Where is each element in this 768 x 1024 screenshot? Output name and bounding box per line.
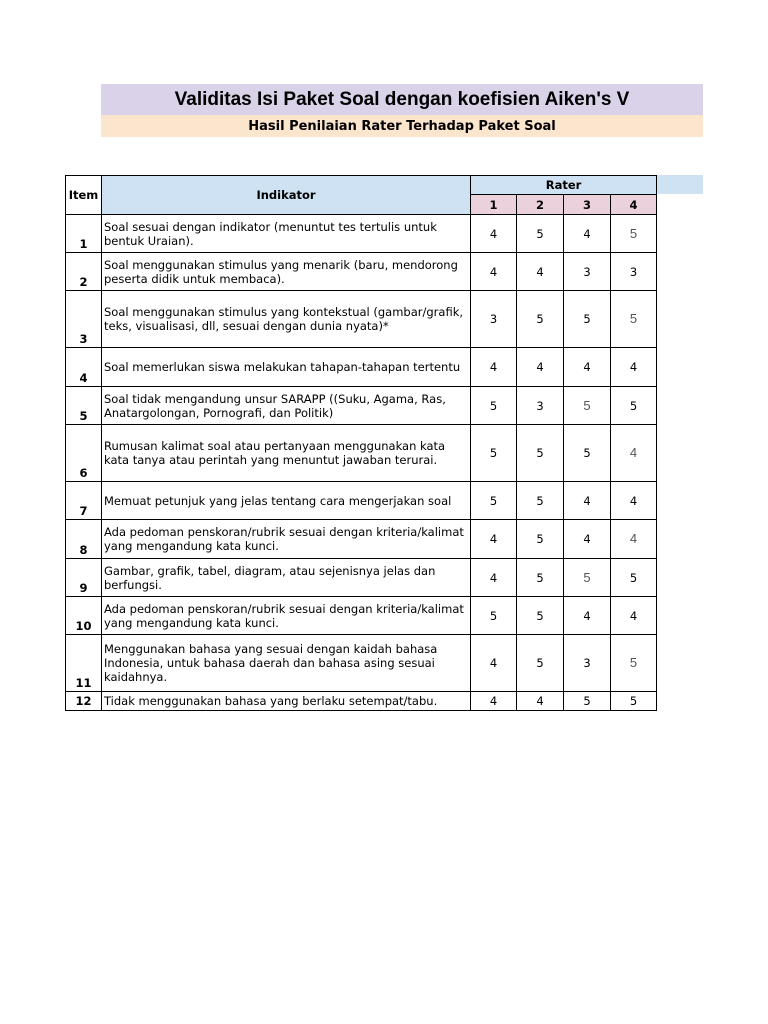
table-row (66, 387, 657, 425)
item-number: 2 (66, 253, 102, 291)
rater-1-score: 4 (471, 348, 517, 387)
rater-1-score: 4 (471, 520, 517, 559)
rater-2-score: 5 (517, 291, 564, 348)
item-number: 8 (66, 520, 102, 559)
rater-3-score: 4 (564, 215, 611, 253)
item-number: 5 (66, 387, 102, 425)
indikator-text: Soal menggunakan stimulus yang kontekstual (gambar/grafik, teks, visualisasi, dll, sesuai dengan dunia nyata)* (102, 291, 471, 348)
item-number: 9 (66, 559, 102, 597)
rater-3-score: 5 (564, 425, 611, 482)
rater-2-score: 5 (517, 520, 564, 559)
indikator-text: Soal menggunakan stimulus yang menarik (baru, mendorong peserta didik untuk membaca). (102, 253, 471, 291)
rater-4-score: 5 (611, 215, 657, 253)
rater-number: 2 (517, 195, 564, 215)
rater-number: 3 (564, 195, 611, 215)
item-number: 1 (66, 215, 102, 253)
item-number: 11 (66, 635, 102, 692)
rater-3-score: 4 (564, 520, 611, 559)
table-row (66, 215, 657, 253)
rater-number: 4 (611, 195, 657, 215)
rater-1-score: 5 (471, 387, 517, 425)
indikator-text: Gambar, grafik, tabel, diagram, atau sejenisnya jelas dan berfungsi. (102, 559, 471, 597)
item-number: 12 (66, 692, 102, 711)
table-row (66, 635, 657, 692)
rater-1-score: 3 (471, 291, 517, 348)
item-number: 10 (66, 597, 102, 635)
rater-1-score: 5 (471, 425, 517, 482)
table-body (66, 215, 657, 711)
table-row (66, 425, 657, 482)
rater-4-score: 5 (611, 387, 657, 425)
rater-4-score: 4 (611, 348, 657, 387)
item-number: 6 (66, 425, 102, 482)
indikator-text: Rumusan kalimat soal atau pertanyaan menggunakan kata kata tanya atau perintah yang menuntut jawaban terurai. (102, 425, 471, 482)
rater-2-score: 4 (517, 253, 564, 291)
rater-2-score: 5 (517, 597, 564, 635)
indikator-text: Soal sesuai dengan indikator (menuntut tes tertulis untuk bentuk Uraian). (102, 215, 471, 253)
rater-2-score: 5 (517, 425, 564, 482)
rater-4-score: 5 (611, 692, 657, 711)
header-indikator: Indikator (102, 176, 471, 215)
rater-3-score: 5 (564, 559, 611, 597)
rater-1-score: 5 (471, 597, 517, 635)
rater-1-score: 5 (471, 482, 517, 520)
header-item: Item (66, 176, 102, 215)
rater-3-score: 3 (564, 253, 611, 291)
table-row (66, 482, 657, 520)
indikator-text: Ada pedoman penskoran/rubrik sesuai dengan kriteria/kalimat yang mengandung kata kunci. (102, 520, 471, 559)
indikator-text: Ada pedoman penskoran/rubrik sesuai dengan kriteria/kalimat yang mengandung kata kunci. (102, 597, 471, 635)
table-row (66, 597, 657, 635)
page-title: Validitas Isi Paket Soal dengan koefisien Aiken's V (101, 84, 703, 115)
rater-2-score: 4 (517, 692, 564, 711)
indikator-text: Tidak menggunakan bahasa yang berlaku setempat/tabu. (102, 692, 471, 711)
rater-2-score: 3 (517, 387, 564, 425)
table-row (66, 692, 657, 711)
header-rater: Rater (471, 176, 657, 195)
rater-1-score: 4 (471, 253, 517, 291)
rater-4-score: 4 (611, 425, 657, 482)
rater-3-score: 5 (564, 387, 611, 425)
rater-header-extension (655, 175, 703, 194)
rater-3-score: 4 (564, 348, 611, 387)
rater-3-score: 5 (564, 291, 611, 348)
rater-4-score: 3 (611, 253, 657, 291)
item-number: 4 (66, 348, 102, 387)
rater-number: 1 (471, 195, 517, 215)
rater-1-score: 4 (471, 559, 517, 597)
item-number: 3 (66, 291, 102, 348)
indikator-text: Memuat petunjuk yang jelas tentang cara mengerjakan soal (102, 482, 471, 520)
rater-2-score: 5 (517, 482, 564, 520)
indikator-text: Menggunakan bahasa yang sesuai dengan kaidah bahasa Indonesia, untuk bahasa daerah dan bahasa asing sesuai kaidahnya. (102, 635, 471, 692)
rater-2-score: 4 (517, 348, 564, 387)
rater-4-score: 4 (611, 482, 657, 520)
rater-2-score: 5 (517, 215, 564, 253)
rater-4-score: 4 (611, 520, 657, 559)
rater-4-score: 4 (611, 597, 657, 635)
rater-1-score: 4 (471, 635, 517, 692)
rater-4-score: 5 (611, 635, 657, 692)
rater-2-score: 5 (517, 635, 564, 692)
table-row (66, 559, 657, 597)
rater-3-score: 5 (564, 692, 611, 711)
rater-4-score: 5 (611, 291, 657, 348)
page-subtitle: Hasil Penilaian Rater Terhadap Paket Soal (101, 115, 703, 137)
rater-score-table (65, 175, 657, 711)
table-row (66, 348, 657, 387)
table-row (66, 253, 657, 291)
rater-3-score: 4 (564, 482, 611, 520)
rater-1-score: 4 (471, 692, 517, 711)
rater-1-score: 4 (471, 215, 517, 253)
indikator-text: Soal memerlukan siswa melakukan tahapan-tahapan tertentu (102, 348, 471, 387)
table-row (66, 520, 657, 559)
item-number: 7 (66, 482, 102, 520)
rater-4-score: 5 (611, 559, 657, 597)
rater-2-score: 5 (517, 559, 564, 597)
rater-3-score: 4 (564, 597, 611, 635)
table-row (66, 291, 657, 348)
rater-3-score: 3 (564, 635, 611, 692)
indikator-text: Soal tidak mengandung unsur SARAPP ((Suku, Agama, Ras, Anatargolongan, Pornografi, dan Politik) (102, 387, 471, 425)
